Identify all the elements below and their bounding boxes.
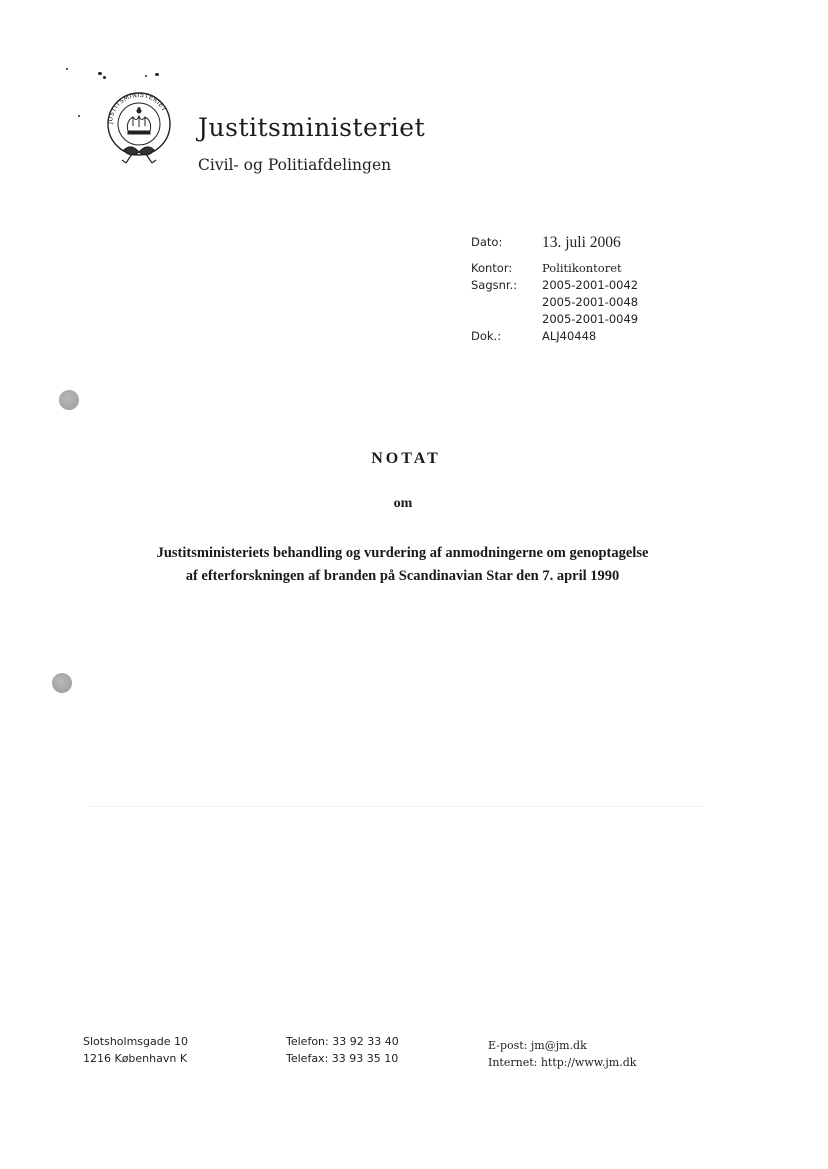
document-number-value: ALJ40448 xyxy=(542,329,597,343)
document-metadata xyxy=(471,234,671,346)
document-title: NOTAT xyxy=(371,450,441,467)
scan-speck xyxy=(66,68,68,70)
scan-fold-line xyxy=(88,806,703,807)
document-subtitle-om: om xyxy=(393,496,413,511)
seal-ring-text: JUSTITSMINISTERIET xyxy=(105,90,169,125)
case-number-value: 2005-2001-0048 xyxy=(542,295,639,309)
ministry-name: Justitsministeriet xyxy=(198,113,426,142)
footer-city: 1216 København K xyxy=(83,1052,188,1065)
subject-line: Justitsministeriets behandling og vurdering af anmodningerne om genoptagelse xyxy=(156,545,649,561)
footer-email: E-post: jm@jm.dk xyxy=(488,1039,587,1052)
case-number-row xyxy=(471,312,671,329)
case-number-value: 2005-2001-0042 xyxy=(542,278,639,292)
footer-telephone: Telefon: 33 92 33 40 xyxy=(286,1035,399,1048)
footer-address xyxy=(83,1033,188,1067)
footer-contact-web xyxy=(488,1037,636,1071)
ministry-seal-icon xyxy=(104,86,174,168)
office-value: Politikontoret xyxy=(542,261,622,275)
footer-telefax: Telefax: 33 93 35 10 xyxy=(286,1052,399,1065)
case-number-label: Sagsnr.: xyxy=(471,278,518,292)
document-subject xyxy=(120,542,685,588)
footer-contact-phone xyxy=(286,1033,399,1067)
footer-internet: Internet: http://www.jm.dk xyxy=(488,1056,637,1069)
office-row xyxy=(471,261,671,278)
punch-hole xyxy=(52,673,72,693)
document-number-row xyxy=(471,329,671,346)
scan-speck xyxy=(145,75,147,77)
case-number-row xyxy=(471,278,671,295)
subject-line: af efterforskningen af branden på Scandinavian Star den 7. april 1990 xyxy=(185,568,620,584)
date-value: 13. juli 2006 xyxy=(542,234,621,251)
scan-speck xyxy=(103,76,106,79)
case-number-value: 2005-2001-0049 xyxy=(542,312,639,326)
scan-speck xyxy=(98,72,102,75)
scan-speck xyxy=(78,115,80,117)
document-number-label: Dok.: xyxy=(471,329,502,343)
department-name: Civil- og Politiafdelingen xyxy=(198,156,392,174)
scan-speck xyxy=(155,73,159,76)
case-number-row xyxy=(471,295,671,312)
date-row xyxy=(471,234,671,261)
footer-street: Slotsholmsgade 10 xyxy=(83,1035,188,1048)
svg-text:JUSTITSMINISTERIET xyxy=(106,91,168,125)
office-label: Kontor: xyxy=(471,261,513,275)
punch-hole xyxy=(59,390,79,410)
date-label: Dato: xyxy=(471,235,503,249)
